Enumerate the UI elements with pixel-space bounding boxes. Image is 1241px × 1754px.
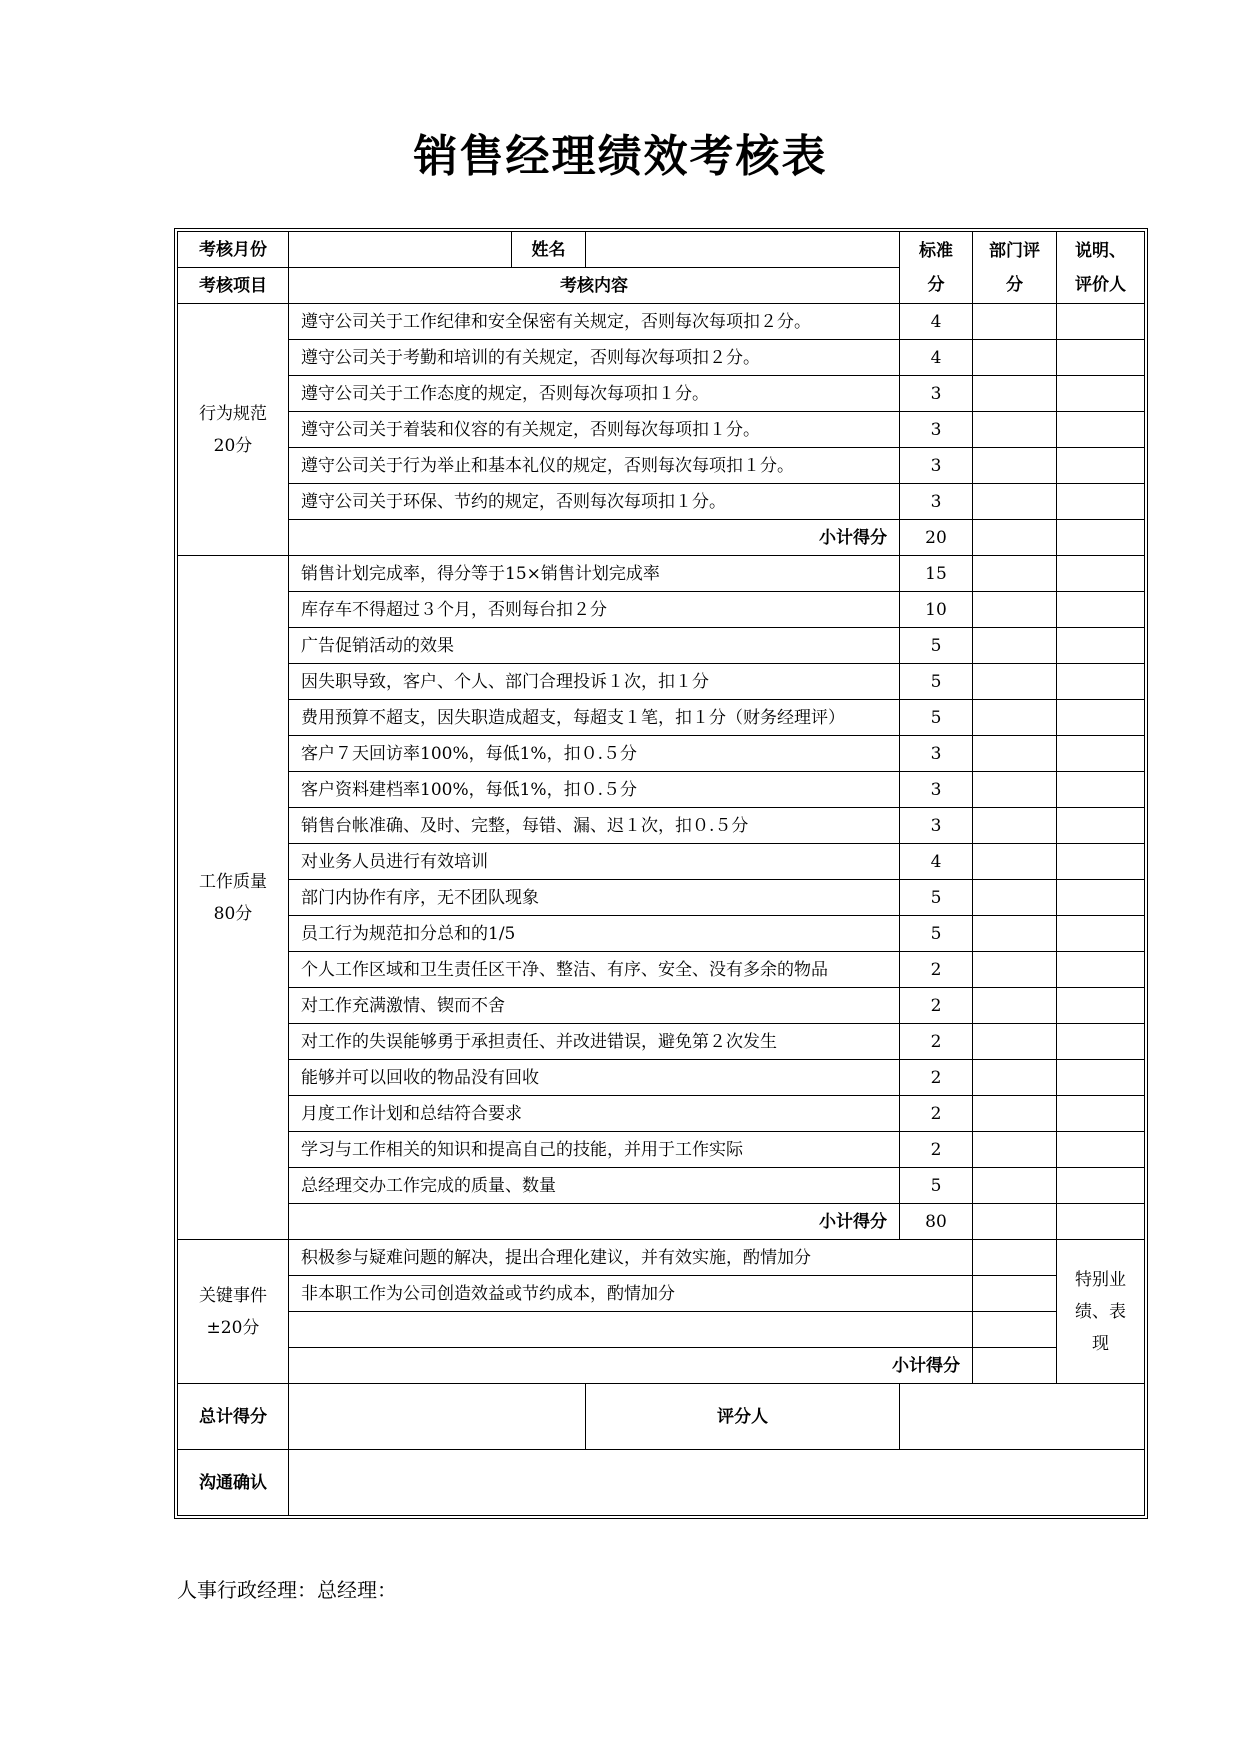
table-row [178,1276,1145,1312]
note-cell[interactable] [1057,808,1145,844]
event-criteria-cell: 积极参与疑难问题的解决，提出合理化建议，并有效实施，酌情加分 [289,1240,973,1276]
dept-score-cell[interactable] [973,304,1057,340]
name-label: 姓名 [512,232,586,268]
month-label: 考核月份 [178,232,289,268]
standard-score-cell: 3 [900,484,973,520]
table-row [178,736,1145,772]
note-cell[interactable] [1057,448,1145,484]
communication-confirm-label: 沟通确认 [178,1450,289,1516]
subtotal-row [178,520,1145,556]
event-criteria-cell [289,1312,973,1348]
note-evaluator-header: 说明、评价人 [1057,232,1145,304]
table-row [178,772,1145,808]
note-cell[interactable] [1057,772,1145,808]
note-cell[interactable] [1057,736,1145,772]
dept-score-cell[interactable] [973,556,1057,592]
criteria-cell: 销售计划完成率，得分等于15×销售计划完成率 [289,556,900,592]
standard-score-cell: 10 [900,592,973,628]
criteria-cell: 遵守公司关于行为举止和基本礼仪的规定，否则每次每项扣１分。 [289,448,900,484]
dept-score-cell[interactable] [973,880,1057,916]
communication-confirm-field[interactable] [289,1450,1145,1516]
total-score-label: 总计得分 [178,1384,289,1450]
table-row [178,340,1145,376]
confirm-row [178,1450,1145,1516]
standard-score-cell: 2 [900,1024,973,1060]
table-row [178,1132,1145,1168]
dept-score-cell[interactable] [973,484,1057,520]
table-row [178,844,1145,880]
standard-score-cell: 3 [900,808,973,844]
dept-score-cell[interactable] [973,1168,1057,1204]
scorer-field[interactable] [900,1384,1145,1450]
note-cell[interactable] [1057,1168,1145,1204]
standard-score-cell: 15 [900,556,973,592]
dept-score-cell[interactable] [973,628,1057,664]
note-cell[interactable] [1057,700,1145,736]
category-cell: 行为规范20分 [178,304,289,556]
standard-score-cell: 3 [900,772,973,808]
note-cell[interactable] [1057,952,1145,988]
note-cell[interactable] [1057,1132,1145,1168]
subtotal-row [178,1204,1145,1240]
criteria-cell: 能够并可以回收的物品没有回收 [289,1060,900,1096]
criteria-cell: 客户资料建档率100%，每低1%，扣０.５分 [289,772,900,808]
standard-score-cell: 2 [900,1060,973,1096]
dept-score-cell[interactable] [973,1024,1057,1060]
category-cell: 关键事件±20分 [178,1240,289,1384]
table-row [178,988,1145,1024]
dept-score-header: 部门评分 [973,232,1057,304]
table-row [178,556,1145,592]
subtotal-dept-score[interactable] [973,520,1057,556]
subtotal-note[interactable] [1057,520,1145,556]
subtotal-standard: 80 [900,1204,973,1240]
criteria-cell: 学习与工作相关的知识和提高自己的技能，并用于工作实际 [289,1132,900,1168]
note-cell[interactable] [1057,304,1145,340]
dept-score-cell[interactable] [973,844,1057,880]
criteria-cell: 遵守公司关于工作态度的规定，否则每次每项扣１分。 [289,376,900,412]
standard-score-cell: 4 [900,844,973,880]
note-cell[interactable] [1057,1024,1145,1060]
event-criteria-cell: 非本职工作为公司创造效益或节约成本，酌情加分 [289,1276,973,1312]
criteria-cell: 月度工作计划和总结符合要求 [289,1096,900,1132]
table-row [178,628,1145,664]
dept-score-cell[interactable] [973,952,1057,988]
page-title: 销售经理绩效考核表 [413,131,828,182]
category-cell: 工作质量80分 [178,556,289,1240]
criteria-cell: 对工作充满激情、锲而不舍 [289,988,900,1024]
standard-score-cell: 5 [900,664,973,700]
note-cell[interactable] [1057,340,1145,376]
subtotal-note[interactable] [1057,1204,1145,1240]
criteria-cell: 总经理交办工作完成的质量、数量 [289,1168,900,1204]
dept-score-cell[interactable] [973,916,1057,952]
standard-score-cell: 3 [900,448,973,484]
standard-score-cell: 2 [900,1096,973,1132]
table-row [178,484,1145,520]
criteria-cell: 对工作的失误能够勇于承担责任、并改进错误，避免第２次发生 [289,1024,900,1060]
standard-score-cell: 4 [900,340,973,376]
standard-score-cell: 5 [900,700,973,736]
table-row [178,1312,1145,1348]
criteria-cell: 客户７天回访率100%，每低1%，扣０.５分 [289,736,900,772]
criteria-cell: 遵守公司关于环保、节约的规定，否则每次每项扣１分。 [289,484,900,520]
dept-score-cell[interactable] [973,1132,1057,1168]
note-cell[interactable] [1057,412,1145,448]
month-field[interactable] [289,232,512,268]
project-header: 考核项目 [178,268,289,304]
dept-score-cell[interactable] [973,592,1057,628]
note-cell[interactable] [1057,484,1145,520]
standard-score-cell: 5 [900,880,973,916]
dept-score-cell[interactable] [973,1096,1057,1132]
dept-score-cell[interactable] [973,376,1057,412]
event-score-cell[interactable] [973,1276,1057,1312]
table-row [178,376,1145,412]
standard-score-cell: 3 [900,736,973,772]
criteria-cell: 遵守公司关于工作纪律和安全保密有关规定，否则每次每项扣２分。 [289,304,900,340]
criteria-cell: 个人工作区域和卫生责任区干净、整洁、有序、安全、没有多余的物品 [289,952,900,988]
criteria-cell: 遵守公司关于着装和仪容的有关规定，否则每次每项扣１分。 [289,412,900,448]
table-row [178,700,1145,736]
dept-score-cell[interactable] [973,808,1057,844]
note-cell[interactable] [1057,556,1145,592]
dept-score-cell[interactable] [973,412,1057,448]
event-subtotal-score[interactable] [973,1348,1057,1384]
criteria-cell: 费用预算不超支，因失职造成超支，每超支１笔，扣１分（财务经理评） [289,700,900,736]
dept-score-cell[interactable] [973,340,1057,376]
standard-score-cell: 3 [900,412,973,448]
subtotal-label: 小计得分 [289,1348,973,1384]
table-row [178,808,1145,844]
standard-score-cell: 2 [900,1132,973,1168]
note-cell[interactable] [1057,1060,1145,1096]
content-header: 考核内容 [289,268,900,304]
event-score-cell[interactable] [973,1240,1057,1276]
subtotal-standard: 20 [900,520,973,556]
dept-score-cell[interactable] [973,1060,1057,1096]
standard-score-cell: 5 [900,1168,973,1204]
table-row [178,304,1145,340]
criteria-cell: 库存车不得超过３个月，否则每台扣２分 [289,592,900,628]
subtotal-dept-score[interactable] [973,1204,1057,1240]
total-score-field[interactable] [289,1384,586,1450]
table-row [178,1060,1145,1096]
dept-score-cell[interactable] [973,988,1057,1024]
dept-score-cell[interactable] [973,736,1057,772]
note-cell[interactable] [1057,664,1145,700]
note-cell[interactable] [1057,592,1145,628]
appraisal-table [177,231,1145,1516]
note-cell[interactable] [1057,880,1145,916]
criteria-cell: 员工行为规范扣分总和的1/5 [289,916,900,952]
dept-score-cell[interactable] [973,700,1057,736]
criteria-cell: 对业务人员进行有效培训 [289,844,900,880]
scorer-label: 评分人 [586,1384,900,1450]
note-cell[interactable] [1057,1096,1145,1132]
note-cell[interactable] [1057,916,1145,952]
event-score-cell[interactable] [973,1312,1057,1348]
signature-line: 人事行政经理：总经理： [177,1578,397,1602]
standard-score-cell: 4 [900,304,973,340]
special-performance-note: 特别业绩、表现 [1057,1240,1145,1384]
standard-score-header: 标准分 [900,232,973,304]
table-row [178,1168,1145,1204]
table-row [178,592,1145,628]
dept-score-cell[interactable] [973,664,1057,700]
criteria-cell: 广告促销活动的效果 [289,628,900,664]
dept-score-cell[interactable] [973,772,1057,808]
criteria-cell: 遵守公司关于考勤和培训的有关规定，否则每次每项扣２分。 [289,340,900,376]
table-row [178,412,1145,448]
standard-score-cell: 2 [900,988,973,1024]
table-row [178,880,1145,916]
criteria-cell: 销售台帐准确、及时、完整，每错、漏、迟１次，扣０.５分 [289,808,900,844]
subtotal-label: 小计得分 [289,520,900,556]
dept-score-cell[interactable] [973,448,1057,484]
name-field[interactable] [586,232,900,268]
note-cell[interactable] [1057,376,1145,412]
subtotal-label: 小计得分 [289,1204,900,1240]
standard-score-cell: 2 [900,952,973,988]
table-row [178,448,1145,484]
criteria-cell: 因失职导致，客户、个人、部门合理投诉１次，扣１分 [289,664,900,700]
standard-score-cell: 5 [900,628,973,664]
table-row [178,1096,1145,1132]
criteria-cell: 部门内协作有序，无不团队现象 [289,880,900,916]
table-row [178,952,1145,988]
table-row [178,1240,1145,1276]
standard-score-cell: 3 [900,376,973,412]
note-cell[interactable] [1057,988,1145,1024]
note-cell[interactable] [1057,844,1145,880]
table-row [178,1024,1145,1060]
table-row [178,916,1145,952]
standard-score-cell: 5 [900,916,973,952]
total-row [178,1384,1145,1450]
table-row [178,664,1145,700]
subtotal-row [178,1348,1145,1384]
note-cell[interactable] [1057,628,1145,664]
